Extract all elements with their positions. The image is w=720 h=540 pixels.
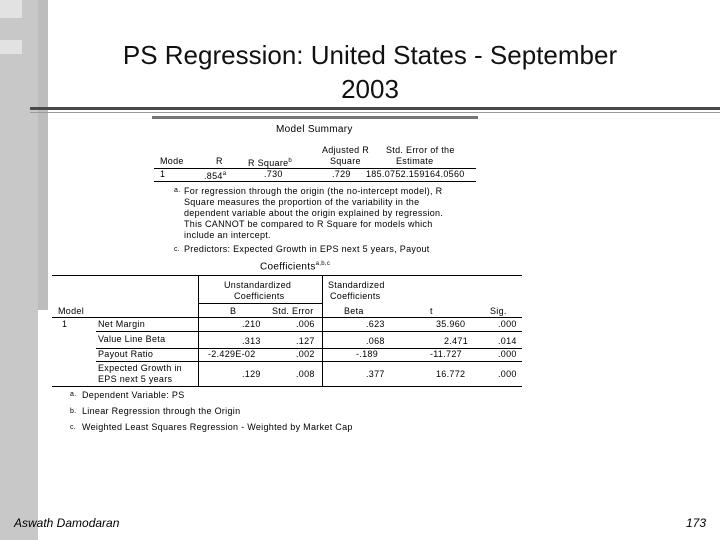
ms-note-b-line-3: dependent variable about the origin explained by regression.: [184, 208, 444, 218]
coefficients-table: [52, 255, 522, 435]
coef-row-name: Payout Ratio: [98, 349, 154, 359]
table-rule: [96, 331, 522, 332]
coef-row-beta: .377: [366, 369, 385, 379]
ms-note-b-line-5: include an intercept.: [184, 230, 271, 240]
table-rule: [52, 386, 522, 387]
coef-row-beta: .068: [366, 336, 385, 346]
unstd-header-line-1: Unstandardized: [224, 280, 292, 290]
coef-row-t: -11.727: [430, 349, 462, 359]
left-decorative-notch: [0, 40, 22, 54]
ms-r-cell: .854$^a$: [204, 171, 227, 181]
coef-row-t: 35.960: [436, 319, 466, 329]
title-rule: [30, 107, 720, 110]
coef-note-text: Linear Regression through the Origin: [82, 406, 241, 416]
coef-row-b: -2.429E-02: [208, 349, 256, 359]
coef-row-se: .006: [296, 319, 315, 329]
model-header: Mode: [160, 156, 184, 166]
model-header: Model: [58, 306, 85, 316]
coef-note-label: b.: [70, 408, 77, 415]
model-summary-table: [152, 116, 478, 259]
table-rule: [52, 275, 522, 276]
std-header-line-1: Standardized: [328, 280, 385, 290]
table-rule: [198, 303, 322, 304]
left-decorative-bar: [0, 0, 38, 540]
coef-row-se: .008: [296, 369, 315, 379]
coef-row-sig: .000: [498, 369, 517, 379]
coef-row-se: .002: [296, 349, 315, 359]
coef-row-sig: .000: [498, 319, 517, 329]
coef-row-b: .129: [242, 369, 261, 379]
sig-header: Sig.: [490, 306, 507, 316]
coef-note-label: a.: [70, 391, 77, 398]
coef-row-se: .127: [296, 336, 315, 346]
model-summary-heading: Model Summary: [276, 124, 353, 135]
coef-row-b: .313: [242, 336, 261, 346]
unstd-header-line-2: Coefficients: [234, 291, 285, 301]
coef-row-name: Net Margin: [98, 319, 146, 329]
table-rule: [52, 317, 522, 318]
coef-row-name: Value Line Beta: [98, 334, 166, 344]
coef-row-t: 2.471: [444, 336, 469, 346]
adj-r-square-header-line-1: Adjusted R: [322, 145, 370, 155]
std-error-header-line-1: Std. Error of the: [386, 145, 455, 155]
ms-note-a-label: c.: [174, 246, 181, 253]
r-header: R: [216, 156, 223, 166]
ms-model-cell: 1: [160, 169, 166, 179]
ms-adj-r-square-cell: .729: [332, 169, 351, 179]
b-header: B: [230, 306, 237, 316]
column-rule: [322, 275, 323, 386]
title-rule-thin: [30, 112, 720, 113]
std-header-line-2: Coefficients: [330, 291, 381, 301]
t-header: t: [430, 306, 433, 316]
left-decorative-notch: [0, 0, 22, 18]
coef-row-b: .210: [242, 319, 261, 329]
coef-row-sig: .000: [498, 349, 517, 359]
column-rule: [198, 275, 199, 386]
ms-note-b-line-2: Square measures the proportion of the variability in the: [184, 197, 420, 207]
ms-note-a-text: Predictors: Expected Growth in EPS next 5 years, Payout: [184, 244, 430, 254]
ms-std-error-cell: 185.0752.159164.0560: [366, 169, 465, 179]
ms-note-b-line-1: For regression through the origin (the no-intercept model), R: [184, 186, 443, 196]
std-error-header-line-2: Estimate: [396, 156, 434, 166]
slide-title-line-1: PS Regression: United States - September: [122, 40, 618, 70]
left-decorative-bar-inner: [38, 0, 48, 310]
coef-row-beta: .623: [366, 319, 385, 329]
coef-note-text: Weighted Least Squares Regression - Weighted by Market Cap: [82, 422, 353, 432]
beta-header: Beta: [344, 306, 364, 316]
coef-row-beta: -.189: [356, 349, 379, 359]
ms-r-square-cell: .730: [264, 169, 283, 179]
coef-row-t: 16.772: [436, 369, 466, 379]
ms-note-b-label: a.: [174, 187, 181, 194]
coef-model-number: 1: [62, 319, 68, 329]
coef-row-sig: .014: [498, 336, 517, 346]
coef-row-name: Expected Growth in: [98, 363, 182, 373]
coef-note-label: c.: [70, 424, 77, 431]
footer-author: Aswath Damodaran: [14, 516, 120, 530]
r-square-header: R Square$^b$: [248, 158, 293, 168]
table-rule: [154, 181, 476, 182]
slide-title: [60, 38, 680, 106]
coef-note-text: Dependent Variable: PS: [82, 390, 185, 400]
footer-page-number: 173: [685, 516, 706, 530]
adj-r-square-header-line-2: Square: [330, 156, 361, 166]
std-error-header: Std. Error: [272, 306, 314, 316]
ms-note-b-line-4: This CANNOT be compared to R Square for models which: [184, 219, 433, 229]
table-rule: [96, 361, 522, 362]
slide-title-line-2: 2003: [341, 74, 399, 104]
coef-row-name-line-2: EPS next 5 years: [98, 374, 173, 384]
coefficients-heading: Coefficients$^{a,b,c}$: [260, 261, 331, 273]
